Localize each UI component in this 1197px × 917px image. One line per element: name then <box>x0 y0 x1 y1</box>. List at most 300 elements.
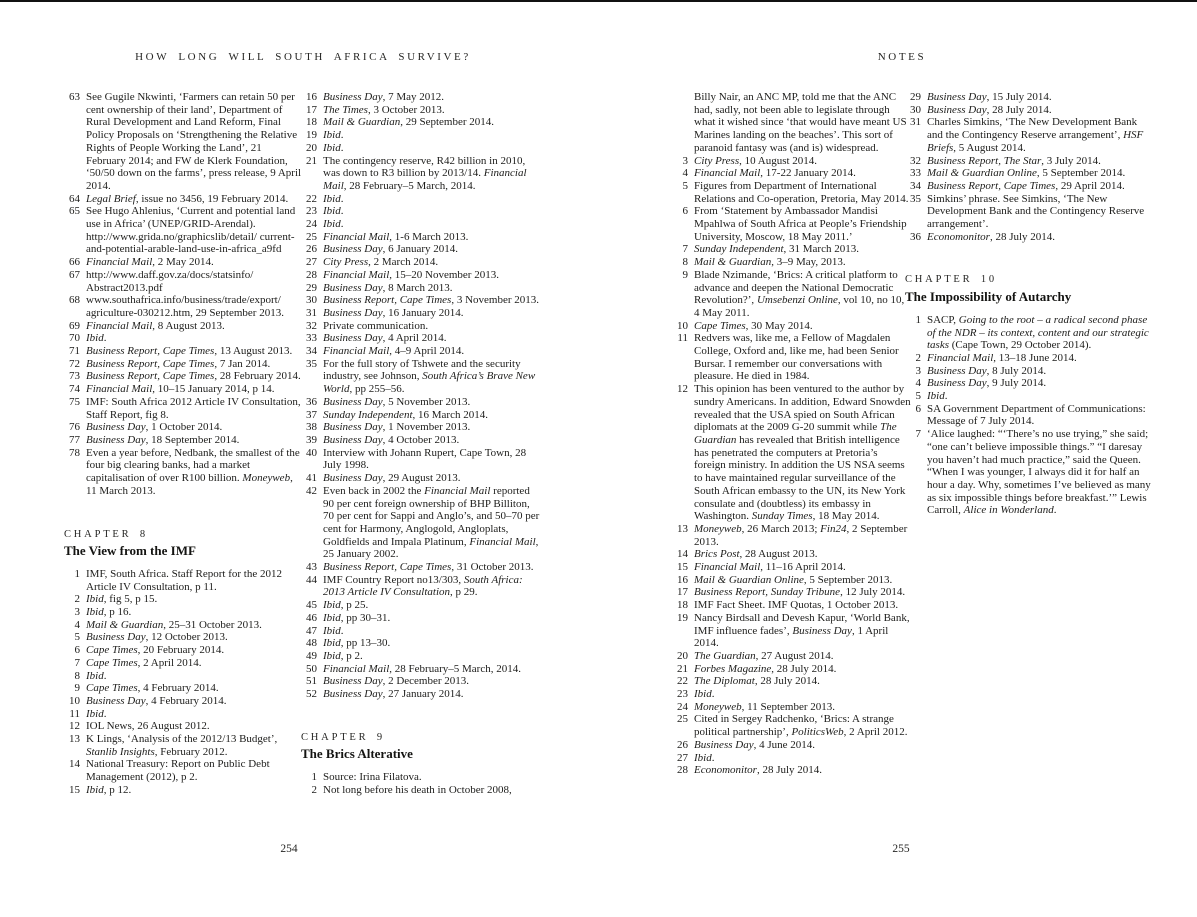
note-item <box>301 574 543 599</box>
note-text: See Hugo Ahlenius, ‘Current and potential land use in Africa’ (UNEP/GRID-Arendal). http://www.grida.no/graphicslib/detail/ current-and-potential-arable-land-use-in-africa_a9fd <box>86 205 296 256</box>
note-number: 9 <box>74 682 80 695</box>
note-item <box>905 116 1153 154</box>
notes-column-2 <box>301 91 543 797</box>
note-number: 20 <box>306 141 317 154</box>
note-number: 74 <box>69 383 80 396</box>
note-number: 72 <box>69 357 80 370</box>
note-number: 6 <box>74 644 80 657</box>
note-text: Moneyweb, 26 March 2013; Fin24, 2 September 2013. <box>694 522 908 548</box>
note-item <box>672 650 912 663</box>
note-number: 15 <box>677 561 688 574</box>
note-number: 33 <box>306 332 317 345</box>
note-text: Ibid. <box>694 688 715 701</box>
note-number: 2 <box>915 351 921 364</box>
note-text: Ibid, p 2. <box>323 649 363 662</box>
note-number: 8 <box>682 256 688 269</box>
note-item <box>64 568 302 593</box>
page-number-right: 255 <box>892 843 910 855</box>
note-text: Business Report, Cape Times, 13 August 2013. <box>86 345 293 358</box>
note-number: 22 <box>306 192 317 205</box>
note-number: 13 <box>677 522 688 535</box>
note-text: Business Day, 8 March 2013. <box>323 281 453 294</box>
note-item <box>905 365 1153 378</box>
note-number: 30 <box>910 103 921 116</box>
note-number: 28 <box>306 268 317 281</box>
chapter-heading <box>905 274 1153 303</box>
note-item <box>672 383 912 523</box>
note-number: 65 <box>69 205 80 218</box>
note-item <box>672 332 912 383</box>
note-number: 3 <box>915 364 921 377</box>
note-number: 46 <box>306 611 317 624</box>
note-text: Financial Mail, 1-6 March 2013. <box>323 230 469 243</box>
note-number: 28 <box>677 764 688 777</box>
note-text: Business Day, 1 November 2013. <box>323 421 471 434</box>
note-item <box>672 243 912 256</box>
note-text: Cape Times, 4 February 2014. <box>86 682 219 695</box>
note-number: 26 <box>677 738 688 751</box>
note-number: 19 <box>677 611 688 624</box>
note-text: Business Day, 29 August 2013. <box>323 472 461 485</box>
note-item <box>672 764 912 777</box>
note-item <box>905 231 1153 244</box>
note-item <box>64 294 302 319</box>
note-text: Cape Times, 30 May 2014. <box>694 319 813 332</box>
note-text: Ibid, p 16. <box>86 606 132 619</box>
note-text: The Times, 3 October 2013. <box>323 103 445 116</box>
note-text: IMF Fact Sheet. IMF Quotas, 1 October 2013. <box>694 599 899 612</box>
note-item <box>672 320 912 333</box>
running-head-right: NOTES <box>877 51 927 63</box>
note-item <box>301 663 543 676</box>
note-text: See Gugile Nkwinti, ‘Farmers can retain 50 per cent ownership of their land’, Department of Rural Development and Land Reform, Final Policy Proposals on ‘Strengthening the Relative Rights of People Working the Land’, 21 February 2014; and FW de Klerk Foundation, ‘50/50 down on the farms’, press release, 9 April 2014. <box>86 91 302 192</box>
note-number: 43 <box>306 561 317 574</box>
note-number: 16 <box>306 91 317 103</box>
note-number: 27 <box>306 256 317 269</box>
note-text: National Treasury: Report on Public Debt Management (2012), p 2. <box>86 758 270 784</box>
note-text: Business Day, 27 January 2014. <box>323 688 464 701</box>
note-item <box>672 180 912 205</box>
note-item <box>64 396 302 421</box>
note-text: Business Day, 9 July 2014. <box>927 377 1047 390</box>
notes-column-1 <box>64 91 302 797</box>
note-text: Interview with Johann Rupert, Cape Town, 28 July 1998. <box>323 446 527 472</box>
note-number: 25 <box>677 713 688 726</box>
note-item <box>64 269 302 294</box>
note-text: ‘Alice laughed: “‘There’s no use trying,” she said; “one can’t believe impossible things.” “I daresay you haven’t had much practice,” said the Queen. “When I was younger, I always did it for half an hour a day. Why, sometimes I’ve believed as many as six impossible things before breakfast.’” Lewis Carroll, Alice in Wonderland. <box>927 428 1151 517</box>
chapter-title: The Impossibility of Autarchy <box>905 289 1072 305</box>
note-number: 3 <box>682 154 688 167</box>
note-text: Business Day, 4 June 2014. <box>694 738 815 751</box>
note-text: Mail & Guardian Online, 5 September 2013. <box>694 573 893 586</box>
note-text: Cape Times, 2 April 2014. <box>86 656 202 669</box>
note-number: 10 <box>69 694 80 707</box>
note-text: Charles Simkins, ‘The New Development Bank and the Contingency Reserve arrangement’, HSF Briefs, 5 August 2014. <box>927 116 1144 154</box>
note-text: Cited in Sergey Radchenko, ‘Brics: A strange political partnership’, PoliticsWeb, 2 April 2012. <box>694 713 908 739</box>
note-number: 71 <box>69 345 80 358</box>
note-item <box>301 332 543 345</box>
note-text: Business Day, 2 December 2013. <box>323 675 470 688</box>
note-number: 42 <box>306 484 317 497</box>
note-text: Ibid. <box>694 751 715 764</box>
note-text: From ‘Statement by Ambassador Mandisi Mpahlwa of South Africa at People’s Friendship University, Moscow, 18 May 2011.’ <box>694 205 907 243</box>
note-text: Business Report, Sunday Tribune, 12 July 2014. <box>694 586 906 599</box>
note-item <box>301 193 543 206</box>
note-number: 49 <box>306 649 317 662</box>
note-item <box>301 320 543 333</box>
note-number: 2 <box>74 593 80 606</box>
note-number: 37 <box>306 408 317 421</box>
note-number: 19 <box>306 129 317 142</box>
note-text: Business Report, Cape Times, 29 April 2014. <box>927 179 1125 192</box>
note-number: 23 <box>677 688 688 701</box>
note-text: Mail & Guardian, 29 September 2014. <box>323 116 495 129</box>
note-item <box>64 682 302 695</box>
note-text: Business Day, 12 October 2013. <box>86 631 228 644</box>
note-number: 21 <box>677 662 688 675</box>
note-number: 14 <box>677 548 688 561</box>
note-text: Not long before his death in October 2008, <box>323 783 512 796</box>
note-number <box>672 91 694 155</box>
note-item <box>64 421 302 434</box>
note-item <box>64 644 302 657</box>
chapter-label: CHAPTER 10 <box>905 274 997 286</box>
note-number: 64 <box>69 192 80 205</box>
note-number: 34 <box>306 345 317 358</box>
note-item <box>64 370 302 383</box>
note-text: Ibid. <box>323 141 344 154</box>
note-number: 24 <box>677 700 688 713</box>
note-text: Economonitor, 28 July 2014. <box>694 764 823 777</box>
note-text: Ibid. <box>323 129 344 142</box>
note-text: SACP, Going to the root – a radical second phase of the NDR – its context, content and our strategic tasks (Cape Town, 29 October 2014). <box>927 313 1149 352</box>
note-number: 52 <box>306 688 317 701</box>
note-number: 77 <box>69 433 80 446</box>
note-item <box>301 129 543 142</box>
note-text: Nancy Birdsall and Devesh Kapur, ‘World Bank, IMF influence fades’, Business Day, 1 April 2014. <box>694 611 910 650</box>
note-number: 11 <box>69 707 80 720</box>
note-text: Even a year before, Nedbank, the smallest of the four big clearing banks, had a market capitalisation of over R100 billion. Moneyweb, 11 March 2013. <box>86 446 300 497</box>
note-item <box>64 695 302 708</box>
note-item <box>301 345 543 358</box>
chapter-label: CHAPTER 8 <box>64 528 148 540</box>
note-text: Ibid, p 25. <box>323 599 369 612</box>
note-text: Economonitor, 28 July 2014. <box>927 230 1056 243</box>
notes-column-4 <box>905 91 1153 517</box>
note-text: Business Day, 4 October 2013. <box>323 433 460 446</box>
note-item <box>64 657 302 670</box>
note-item <box>301 637 543 650</box>
note-text: Business Report, Cape Times, 7 Jan 2014. <box>86 357 271 370</box>
note-number: 17 <box>306 103 317 116</box>
note-number: 1 <box>915 313 921 326</box>
note-item <box>301 650 543 663</box>
note-item <box>672 612 912 650</box>
note-text: Business Day, 6 January 2014. <box>323 243 459 256</box>
note-item <box>905 352 1153 365</box>
note-item <box>64 256 302 269</box>
note-number: 2 <box>311 783 317 796</box>
note-item <box>64 619 302 632</box>
note-item <box>905 390 1153 403</box>
note-item <box>672 752 912 765</box>
note-text: Ibid. <box>323 205 344 218</box>
note-number: 25 <box>306 230 317 243</box>
note-text: Business Day, 8 July 2014. <box>927 364 1047 377</box>
note-item <box>301 421 543 434</box>
note-number: 76 <box>69 421 80 434</box>
note-item <box>64 784 302 797</box>
note-item <box>301 625 543 638</box>
note-text: This opinion has been ventured to the author by sundry Americans. In addition, Edward Snowden revealed that the USA spied on South African diplomats at the 2009 G-20 summit while The Guardian has revealed that British intelligence has penetrated the computers at Pretoria’s foreign ministry. In addition the US NSA seems to have maintained regular surveillance of the South African embassy to the UN, its New York consulate and (doubtless) its embassy in Washington. Sunday Times, 18 May 2014. <box>694 383 911 523</box>
note-text: SA Government Department of Communications: Message of 7 July 2014. <box>927 402 1146 428</box>
note-number: 66 <box>69 256 80 269</box>
note-item <box>905 155 1153 168</box>
note-item <box>672 701 912 714</box>
note-item <box>301 447 543 472</box>
note-text: Moneyweb, 11 September 2013. <box>694 700 836 713</box>
note-number: 6 <box>915 402 921 415</box>
note-text: City Press, 10 August 2014. <box>694 154 818 167</box>
note-number: 70 <box>69 332 80 345</box>
note-text: IMF: South Africa 2012 Article IV Consultation, Staff Report, fig 8. <box>86 395 301 421</box>
note-item <box>672 548 912 561</box>
note-number: 22 <box>677 675 688 688</box>
note-text: Business Day, 4 February 2014. <box>86 694 227 707</box>
note-number: 50 <box>306 662 317 675</box>
note-number: 4 <box>682 167 688 180</box>
note-number: 7 <box>915 428 921 441</box>
note-item <box>672 205 912 243</box>
note-text: Ibid. <box>323 624 344 637</box>
note-number: 12 <box>69 720 80 733</box>
running-head-left: HOW LONG WILL SOUTH AFRICA SURVIVE? <box>135 51 471 63</box>
note-item <box>905 91 1153 104</box>
note-text: Mail & Guardian, 3–9 May, 2013. <box>694 256 846 269</box>
note-text: For the full story of Tshwete and the security industry, see Johnson, South Africa’s Brave New World, pp 255–56. <box>323 357 536 396</box>
note-text: www.southafrica.info/business/trade/export/ agriculture-030212.htm, 29 September 2013. <box>86 294 284 319</box>
note-item <box>64 193 302 206</box>
note-item <box>905 193 1153 231</box>
note-number: 13 <box>69 733 80 746</box>
chapter-title: The Brics Alterative <box>301 746 413 762</box>
note-item <box>301 561 543 574</box>
note-continuation <box>672 91 912 155</box>
note-text: Financial Mail, 11–16 April 2014. <box>694 561 846 574</box>
note-text: Even back in 2002 the Financial Mail reported 90 per cent foreign ownership of BHP Billiton, 70 per cent for Sappi and Anglo’s, and 50–70 per cent for Harmony, Anglogold, Angloplats, Goldfields and Impala Platinum, Financial Mail, 25 January 2002. <box>323 484 540 561</box>
note-text: Legal Brief, issue no 3456, 19 February 2014. <box>86 192 289 205</box>
note-item <box>301 688 543 701</box>
note-number: 4 <box>74 618 80 631</box>
note-item <box>301 282 543 295</box>
note-number: 5 <box>915 390 921 403</box>
note-text: Business Day, 1 October 2014. <box>86 421 223 434</box>
note-item <box>64 91 302 193</box>
note-number: 8 <box>74 669 80 682</box>
note-item <box>301 409 543 422</box>
note-item <box>672 523 912 548</box>
note-item <box>672 599 912 612</box>
note-number: 27 <box>677 751 688 764</box>
note-item <box>301 771 543 784</box>
note-number: 29 <box>910 91 921 103</box>
note-text: Business Day, 16 January 2014. <box>323 306 464 319</box>
note-text: Business Day, 4 April 2014. <box>323 332 447 345</box>
note-text: Financial Mail, 2 May 2014. <box>86 256 214 269</box>
note-text: Sunday Independent, 16 March 2014. <box>323 408 488 421</box>
chapter-heading <box>301 732 543 761</box>
note-number: 23 <box>306 205 317 218</box>
chapter-heading <box>64 529 302 558</box>
note-item <box>672 586 912 599</box>
note-number: 16 <box>677 573 688 586</box>
note-text: Blade Nzimande, ‘Brics: A critical platform to advance and deepen the National Democratic Revolution?’, Umsebenzi Online, vol 10, no 10, 4 May 2011. <box>694 268 905 319</box>
note-text: Financial Mail, 10–15 January 2014, p 14. <box>86 383 275 396</box>
note-number: 31 <box>306 306 317 319</box>
note-number: 1 <box>311 771 317 784</box>
note-number: 32 <box>910 154 921 167</box>
note-item <box>672 167 912 180</box>
note-text: Ibid. <box>323 218 344 231</box>
note-item <box>64 358 302 371</box>
note-item <box>301 358 543 396</box>
note-number: 7 <box>682 243 688 256</box>
note-item <box>64 205 302 256</box>
note-number: 75 <box>69 395 80 408</box>
note-text: Ibid, pp 30–31. <box>323 611 391 624</box>
note-item <box>301 218 543 231</box>
note-number: 67 <box>69 268 80 281</box>
note-text: Business Day, 15 July 2014. <box>927 91 1052 103</box>
chapter-title: The View from the IMF <box>64 543 196 559</box>
note-item <box>905 403 1153 428</box>
note-item <box>301 434 543 447</box>
note-number: 7 <box>74 656 80 669</box>
note-text: Ibid. <box>323 192 344 205</box>
note-text: Simkins’ phrase. See Simkins, ‘The New Development Bank and the Contingency Reserve arrangement’. <box>927 192 1145 231</box>
note-item <box>672 688 912 701</box>
note-text: The Diplomat, 28 July 2014. <box>694 675 820 688</box>
note-text: Ibid. <box>86 707 107 720</box>
note-number: 63 <box>69 91 80 103</box>
note-text: The Guardian, 27 August 2014. <box>694 649 834 662</box>
note-text: Financial Mail, 17-22 January 2014. <box>694 167 856 180</box>
note-text: Ibid, fig 5, p 15. <box>86 593 158 606</box>
note-item <box>64 631 302 644</box>
note-text: Financial Mail, 4–9 April 2014. <box>323 345 465 358</box>
note-item <box>64 670 302 683</box>
note-number: 5 <box>74 631 80 644</box>
note-item <box>301 243 543 256</box>
note-text: City Press, 2 March 2014. <box>323 256 439 269</box>
note-number: 78 <box>69 446 80 459</box>
note-text: Business Report, Cape Times, 31 October 2013. <box>323 561 534 574</box>
note-text: IOL News, 26 August 2012. <box>86 720 210 733</box>
note-item <box>64 447 302 498</box>
note-number: 39 <box>306 433 317 446</box>
note-number: 44 <box>306 573 317 586</box>
note-item <box>301 116 543 129</box>
note-number: 6 <box>682 205 688 218</box>
note-item <box>301 307 543 320</box>
note-text: IMF, South Africa. Staff Report for the 2012 Article IV Consultation, p 11. <box>86 567 282 593</box>
note-item <box>905 167 1153 180</box>
note-number: 21 <box>306 154 317 167</box>
note-number: 36 <box>910 230 921 243</box>
note-text: Cape Times, 20 February 2014. <box>86 644 225 657</box>
note-item <box>301 205 543 218</box>
note-text: Financial Mail, 8 August 2013. <box>86 319 225 332</box>
note-item <box>301 485 543 561</box>
note-text: Ibid, pp 13–30. <box>323 637 391 650</box>
note-item <box>301 142 543 155</box>
page-number-left: 254 <box>280 843 298 855</box>
note-item <box>905 180 1153 193</box>
note-item <box>301 104 543 117</box>
note-item <box>672 663 912 676</box>
note-item <box>301 599 543 612</box>
note-item <box>64 593 302 606</box>
note-number: 32 <box>306 319 317 332</box>
note-item <box>672 574 912 587</box>
note-text: Financial Mail, 13–18 June 2014. <box>927 351 1077 364</box>
note-number: 10 <box>677 319 688 332</box>
note-item <box>64 733 302 758</box>
note-number: 24 <box>306 218 317 231</box>
note-number: 34 <box>910 179 921 192</box>
note-text: Financial Mail, 15–20 November 2013. <box>323 268 499 281</box>
note-number: 17 <box>677 586 688 599</box>
note-item <box>672 561 912 574</box>
note-item <box>301 231 543 244</box>
note-text: Business Day, 18 September 2014. <box>86 433 240 446</box>
note-item <box>64 434 302 447</box>
note-item <box>64 320 302 333</box>
note-number: 11 <box>677 332 688 345</box>
notes-column-3 <box>672 91 912 777</box>
note-text: Ibid. <box>86 669 107 682</box>
note-item <box>64 606 302 619</box>
note-item <box>301 256 543 269</box>
note-number: 51 <box>306 675 317 688</box>
note-number: 48 <box>306 637 317 650</box>
note-text: The contingency reserve, R42 billion in 2010, was down to R3 billion by 2013/14. Financial Mail, 28 February–5 March, 2014. <box>323 154 527 192</box>
note-number: 26 <box>306 243 317 256</box>
note-item <box>672 739 912 752</box>
note-number: 29 <box>306 281 317 294</box>
note-number: 31 <box>910 116 921 129</box>
note-text: IMF Country Report no13/303, South Africa: 2013 Article IV Consultation, p 29. <box>323 573 523 599</box>
note-text: Ibid. <box>927 390 948 403</box>
note-number: 9 <box>682 268 688 281</box>
note-number: 18 <box>677 599 688 612</box>
note-text: Private communication. <box>323 319 429 332</box>
note-number: 45 <box>306 599 317 612</box>
note-text: http://www.daff.gov.za/docs/statsinfo/ Abstract2013.pdf <box>86 268 254 294</box>
note-number: 36 <box>306 395 317 408</box>
note-number: 3 <box>74 606 80 619</box>
note-number: 47 <box>306 624 317 637</box>
note-item <box>64 720 302 733</box>
note-number: 15 <box>69 783 80 796</box>
note-text: Business Report, Cape Times, 3 November 2013. <box>323 294 540 307</box>
note-text: Business Day, 5 November 2013. <box>323 395 471 408</box>
note-item <box>301 269 543 282</box>
note-number: 30 <box>306 294 317 307</box>
note-item <box>905 377 1153 390</box>
note-number: 68 <box>69 294 80 307</box>
note-item <box>905 104 1153 117</box>
